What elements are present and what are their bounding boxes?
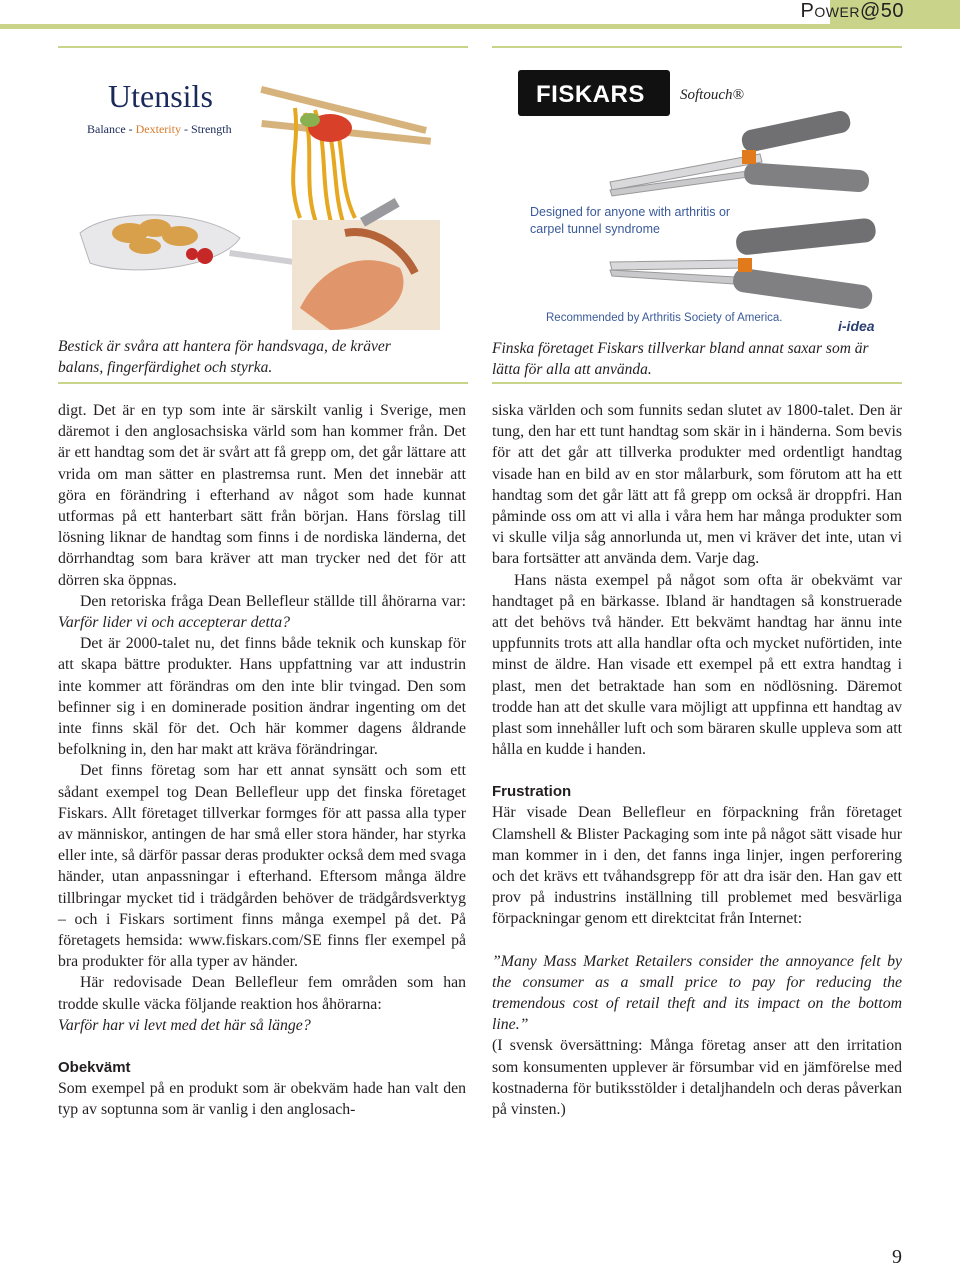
recommended-text: Recommended by Arthritis Society of America. xyxy=(546,312,783,324)
utensils-image xyxy=(70,68,440,330)
right-caption-rule xyxy=(492,382,902,384)
left-paragraph-2 xyxy=(58,591,466,633)
left-paragraph-6: Som exempel på en produkt som är obekväm hade han valt den typ av soptunna som är vanlig i den anglosach- xyxy=(58,1080,466,1119)
running-header: Power@50 xyxy=(800,0,904,22)
heading-frustration: Frustration xyxy=(492,783,572,801)
page-number: 9 xyxy=(892,1246,902,1268)
five-areas-question: Varför har vi levt med det här så länge? xyxy=(58,1016,311,1034)
softouch-label: Softouch® xyxy=(680,87,744,103)
right-paragraph-1: siska världen och som funnits sedan slutet av 1800-talet. Den är tung, den har ett tunt handtag som skär in i händerna. Som bevis för att det går att tillverka produkter med ordentligt handtag visade han en bild av en stor målarburk, som förutom att ha ett handtag som det går lätt att få grepp om också är droppfri. Han påminde oss om att vi alla i våra hem har många produkter som vi skulle vilja såg annorlunda ut, men vi kräver det inte, utan vi bara fortsätter att använda dem. Varje dag. xyxy=(492,402,902,568)
subtitle-strength: - Strength xyxy=(180,122,232,136)
left-caption: Bestick är svåra att hantera för handsvaga, de kräver balans, fingerfärdighet och styrka. xyxy=(58,338,391,376)
subtitle-dexterity: Dexterity xyxy=(135,122,181,136)
heading-obekvamt: Obekvämt xyxy=(58,1059,131,1077)
fiskars-logo xyxy=(518,70,670,116)
right-body-column xyxy=(492,400,902,1120)
header-rule xyxy=(0,24,960,29)
internet-quote: ”Many Mass Market Retailers consider the annoyance felt by the consumer as a small price to pay for reducing the tremendous cost of retail theft and its impact on the bottom line.” xyxy=(492,952,902,1034)
left-caption-rule xyxy=(58,382,468,384)
idea-logo: i-idea xyxy=(838,318,875,334)
designed-for-text: Designed for anyone with arthritis or carpel tunnel syndrome xyxy=(530,205,731,236)
fiskars-brand: FISKARS xyxy=(536,81,645,108)
right-caption: Finska företaget Fiskars tillverkar bland annat saxar som är lätta för alla att använda. xyxy=(492,340,869,378)
left-top-rule xyxy=(58,46,468,48)
left-paragraph-1: digt. Det är en typ som inte är särskilt vanlig i Sverige, men däremot i den anglosachsiska värld som han kommer från. Det är ett handtag som det är svårt att få grepp om, det går lättare att vrida om man sätter en plastremsa runt. Men det innebär att göra en förändring i efterhand av något som hade kunnat utformas på ett hanterbart sätt från början. Hans förslag till lösning liknar de handtag som finns i de nordiska länderna, det dörrhandtag som bara kräver att man trycker ned det för att dörren ska öppnas. xyxy=(58,402,466,589)
subtitle-balance: Balance - xyxy=(87,122,136,136)
rhetorical-question: Varför lider vi och accepterar detta? xyxy=(58,614,291,632)
utensils-subtitle xyxy=(87,122,232,137)
left-body-column xyxy=(58,400,466,1121)
right-paragraph-2: Hans nästa exempel på något som ofta är obekvämt var handtaget på en bärkasse. Ibland är handtagen så konstruerade att det behövs två händer. Ett bekvämt handtag har ännu inte uppfunnits trots att alla handlar ofta och mycket nuförtiden, inte minst de äldre. Han visade ett exempel på ett extra handtag i plast, men det betraktade han som en nödlösning. Däremot trodde han att det skulle vara möjligt att uppfinna ett handtag av plast som innehåller luft och som bäraren skulle uppleva som att hålla en kudde i handen. xyxy=(492,571,902,759)
utensils-title: Utensils xyxy=(108,78,213,114)
right-paragraph-3: Här visade Dean Bellefleur en förpackning från företaget Clamshell & Blister Packaging som inte på något sätt visade hur man kommer in i den, det fanns inga linjer, ingen perforering och det krävs ett tvåhandsgrepp för att dra isär den. Han gav ett prov på industrins inställning till problemet med besvärliga förpackningar genom ett direktcitat från Internet: xyxy=(492,804,902,928)
left-paragraph-3: Det är 2000-talet nu, det finns både teknik och kunskap för att skapa bättre produkter. Hans uppfattning var att industrin inte kommer att förändras om den inte blir tvingad. Den som befinner sig i en dominerade position ändrar ingenting om det inte finns skäl för det. Och här kommer dagens åldrande befolkning in, den har makt att kräva förändringar. xyxy=(58,635,466,759)
fiskars-ad-image xyxy=(510,62,890,334)
left-paragraph-4: Det finns företag som har ett annat synsätt och som ett sådant exempel tog Dean Bellefleur upp det finska företaget Fiskars. Allt företaget tillverkar formges för att passa alla typer av människor, antingen de har små eller stora händer, har styrka eller inte, så därför passar deras produkter också dem med svaga händer, utan anpassningar i efterhand. Eftersom många äldre tillbringar mycket tid i trädgården behöver de trädgårdsverktyg – och i Fiskars sortiment finns många exempel på det. På företagets hemsida: www.fiskars.com/SE finns fler exempel på bra produkter för alla typer av händer. xyxy=(58,762,466,971)
rhetorical-intro: Den retoriska fråga Dean Bellefleur ställde till åhörarna var: xyxy=(80,592,466,610)
left-paragraph-5 xyxy=(58,972,466,1036)
five-areas-intro: Här redovisade Dean Bellefleur fem områden som han trodde skulle väcka följande reaktion hos åhörarna: xyxy=(58,974,466,1013)
right-top-rule xyxy=(492,46,902,48)
quote-translation: (I svensk översättning: Många företag anser att den irritation som konsumenten upplever är försumbar vid en jämförelse med kostnaderna för butiksstölder i detaljhandeln och deras påverkan på vinsten.) xyxy=(492,1037,902,1119)
